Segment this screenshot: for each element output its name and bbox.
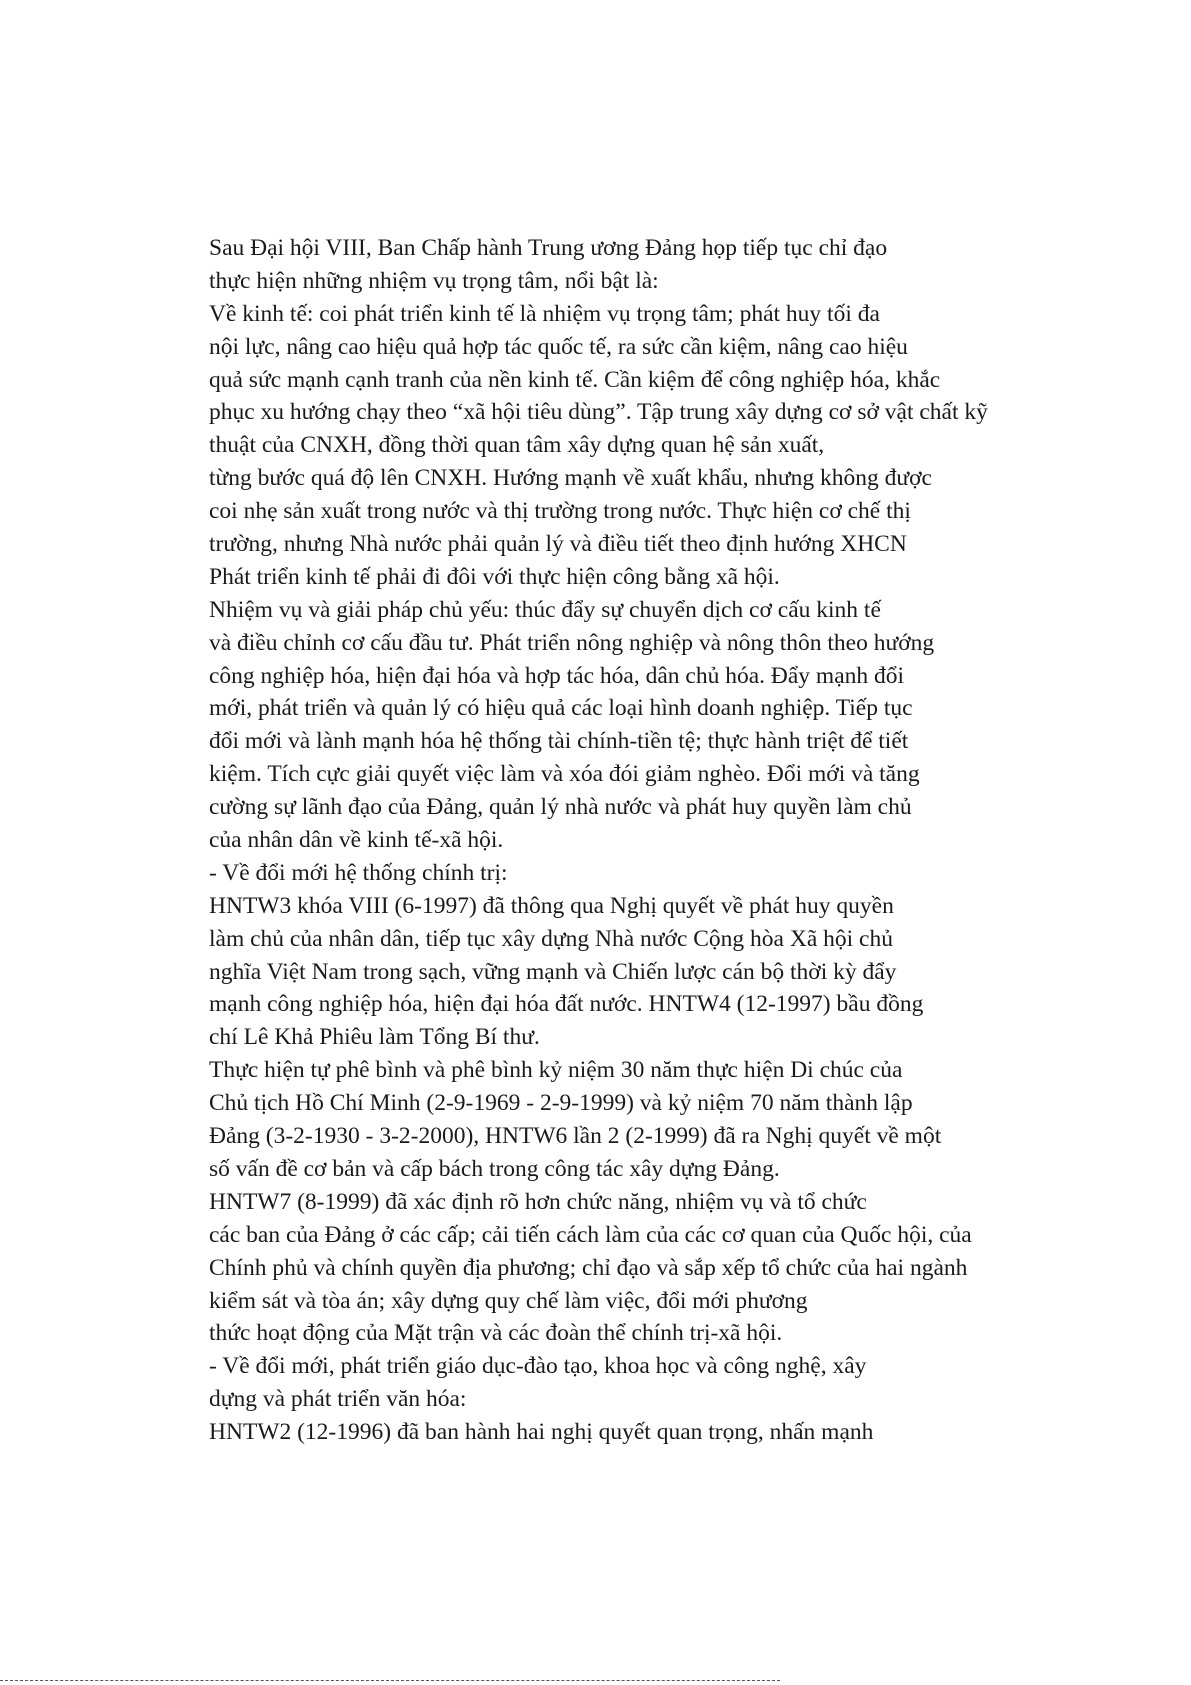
text-line: HNTW7 (8-1999) đã xác định rõ hơn chức năng, nhiệm vụ và tổ chức xyxy=(209,1188,867,1215)
text-line: trường, nhưng Nhà nước phải quản lý và điều tiết theo định hướng XHCN xyxy=(209,531,907,558)
body-text xyxy=(209,232,1109,1449)
text-line: Nhiệm vụ và giải pháp chủ yếu: thúc đẩy sự chuyển dịch cơ cấu kinh tế xyxy=(209,596,881,623)
text-line: Phát triển kinh tế phải đi đôi với thực hiện công bằng xã hội. xyxy=(209,563,780,590)
text-line: của nhân dân về kinh tế-xã hội. xyxy=(209,827,504,854)
text-line: làm chủ của nhân dân, tiếp tục xây dựng Nhà nước Cộng hòa Xã hội chủ xyxy=(209,925,893,952)
text-line: nghĩa Việt Nam trong sạch, vững mạnh và Chiến lược cán bộ thời kỳ đẩy xyxy=(209,958,897,985)
text-line: thức hoạt động của Mặt trận và các đoàn thể chính trị-xã hội. xyxy=(209,1320,783,1347)
text-line: HNTW3 khóa VIII (6-1997) đã thông qua Nghị quyết về phát huy quyền xyxy=(209,892,894,919)
text-line: chí Lê Khả Phiêu làm Tổng Bí thư. xyxy=(209,1024,540,1051)
text-line: công nghiệp hóa, hiện đại hóa và hợp tác hóa, dân chủ hóa. Đẩy mạnh đổi xyxy=(209,662,905,689)
text-line: số vấn đề cơ bản và cấp bách trong công tác xây dựng Đảng. xyxy=(209,1155,780,1182)
text-line: kiểm sát và tòa án; xây dựng quy chế làm việc, đổi mới phương xyxy=(209,1287,808,1314)
text-line: từng bước quá độ lên CNXH. Hướng mạnh về xuất khẩu, nhưng không được xyxy=(209,465,932,492)
text-line: kiệm. Tích cực giải quyết việc làm và xóa đói giảm nghèo. Đổi mới và tăng xyxy=(209,761,920,788)
text-line: - Về đổi mới, phát triển giáo dục-đào tạo, khoa học và công nghệ, xây xyxy=(209,1353,867,1380)
text-line: đổi mới và lành mạnh hóa hệ thống tài chính-tiền tệ; thực hành triệt để tiết xyxy=(209,728,909,755)
text-line: dựng và phát triển văn hóa: xyxy=(209,1386,467,1413)
text-line: thực hiện những nhiệm vụ trọng tâm, nổi bật là: xyxy=(209,267,659,294)
text-line: coi nhẹ sản xuất trong nước và thị trường trong nước. Thực hiện cơ chế thị xyxy=(209,498,911,525)
text-line: Về kinh tế: coi phát triển kinh tế là nhiệm vụ trọng tâm; phát huy tối đa xyxy=(209,300,880,327)
text-line: Đảng (3-2-1930 - 3-2-2000), HNTW6 lần 2 (2-1999) đã ra Nghị quyết về một xyxy=(209,1123,942,1150)
text-line: và điều chỉnh cơ cấu đầu tư. Phát triển nông nghiệp và nông thôn theo hướng xyxy=(209,629,935,656)
text-line: Sau Đại hội VIII, Ban Chấp hành Trung ương Đảng họp tiếp tục chỉ đạo xyxy=(209,235,888,261)
text-line: nội lực, nâng cao hiệu quả hợp tác quốc tế, ra sức cần kiệm, nâng cao hiệu xyxy=(209,333,908,360)
text-line: Thực hiện tự phê bình và phê bình kỷ niệm 30 năm thực hiện Di chúc của xyxy=(209,1057,903,1084)
text-line: các ban của Đảng ở các cấp; cải tiến cách làm của các cơ quan của Quốc hội, của xyxy=(209,1221,972,1248)
text-line: HNTW2 (12-1996) đã ban hành hai nghị quyết quan trọng, nhấn mạnh xyxy=(209,1419,874,1446)
text-line: Chủ tịch Hồ Chí Minh (2-9-1969 - 2-9-1999) và kỷ niệm 70 năm thành lập xyxy=(209,1090,913,1117)
text-line: mới, phát triển và quản lý có hiệu quả các loại hình doanh nghiệp. Tiếp tục xyxy=(209,695,913,722)
text-line: mạnh công nghiệp hóa, hiện đại hóa đất nước. HNTW4 (12-1997) bầu đồng xyxy=(209,991,924,1018)
text-line: cường sự lãnh đạo của Đảng, quản lý nhà nước và phát huy quyền làm chủ xyxy=(209,794,912,821)
text-line: phục xu hướng chạy theo “xã hội tiêu dùng”. Tập trung xây dựng cơ sở vật chất kỹ xyxy=(209,399,988,426)
footer-rule xyxy=(0,1680,780,1681)
text-line: - Về đổi mới hệ thống chính trị: xyxy=(209,859,508,886)
text-line: quả sức mạnh cạnh tranh của nền kinh tế. Cần kiệm để công nghiệp hóa, khắc xyxy=(209,366,941,393)
text-line: thuật của CNXH, đồng thời quan tâm xây dựng quan hệ sản xuất, xyxy=(209,432,825,459)
text-line: Chính phủ và chính quyền địa phương; chỉ đạo và sắp xếp tổ chức của hai ngành xyxy=(209,1254,968,1281)
